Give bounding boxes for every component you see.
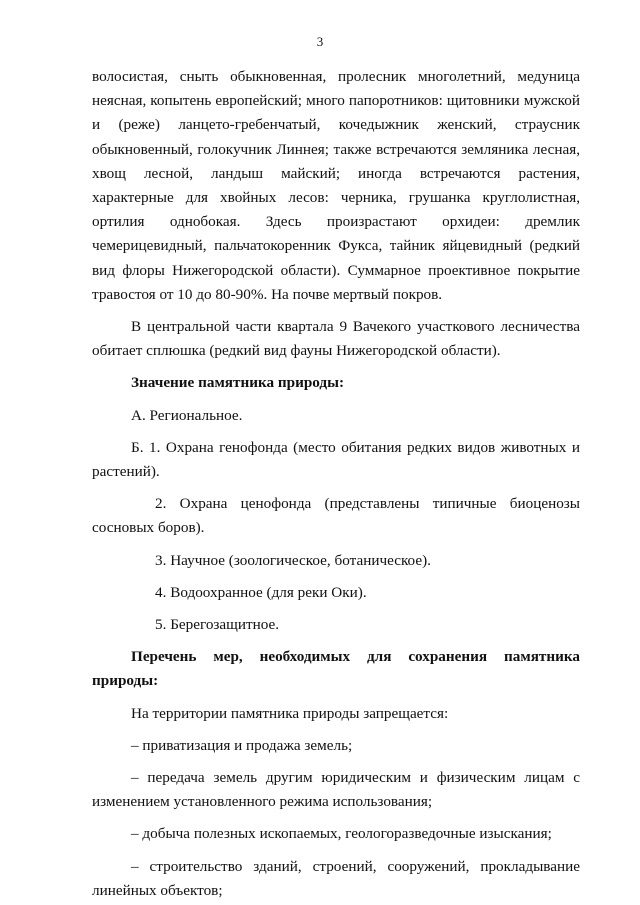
list-item-b3: 3. Научное (зоологическое, ботаническое). (155, 551, 431, 569)
list-item-b1: Б. 1. Охрана генофонда (место обитания редких видов животных и растений). (92, 438, 580, 481)
list-item-transfer: – передача земель другим юридическим и физическим лицам с изменением установленного режима использования; (92, 769, 580, 811)
heading-measures: Перечень мер, необходимых для сохранения памятника природы: (92, 648, 580, 690)
page-content (92, 65, 580, 903)
list-item-a: А. Региональное. (131, 406, 243, 424)
paragraph-fauna: В центральной части квартала 9 Вачекого участкового лесничества обитает сплюшка (редкий вид фауны Нижегородской области). (92, 318, 580, 360)
heading-significance: Значение памятника природы: (131, 374, 345, 392)
paragraph-flora: волосистая, сныть обыкновенная, пролесник многолетний, медуница неясная, копытень европейский; много папоротников: щитовники мужской и (реже) ланцето-гребенчатый, кочедыжник женский, страусник обыкновенный, голокучник Линнея; также встречаются земляника лесная, хвощ лесной, ландыш майский; иногда встречаются растения, характерные для хвойных лесов: черника, грушанка круглолистная, ортилия однобокая. Здесь произрастают орхидеи: дремлик чемерицевидный, пальчатокоренник Фукса, тайник яйцевидный (редкий вид флоры Нижегородской области). Суммарное проективное покрытие травостоя от 10 до 80-90%. На почве мертвый покров. (92, 68, 580, 303)
list-item-b5: 5. Берегозащитное. (155, 616, 280, 634)
list-item-construction: – строительство зданий, строений, сооружений, прокладывание линейных объектов; (92, 857, 580, 899)
list-item-privatization: – приватизация и продажа земель; (131, 736, 353, 754)
list-item-b2: 2. Охрана ценофонда (представлены типичные биоценозы сосновых боров). (92, 495, 580, 537)
list-item-mining: – добыча полезных ископаемых, геологоразведочные изыскания; (131, 825, 552, 843)
paragraph-prohibited-intro: На территории памятника природы запрещается: (131, 704, 449, 722)
list-item-b4: 4. Водоохранное (для реки Оки). (155, 583, 367, 601)
page-number: 3 (316, 34, 324, 49)
